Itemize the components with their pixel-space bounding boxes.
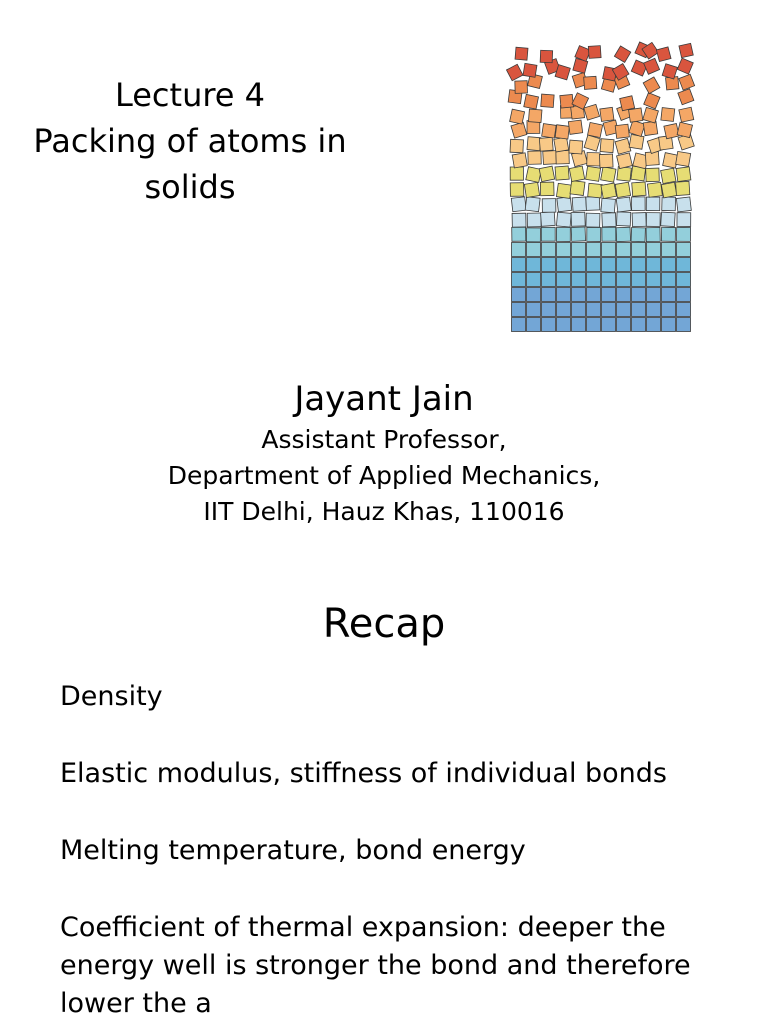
atom-square	[602, 318, 616, 332]
atom-square	[524, 182, 539, 197]
atom-square	[617, 273, 631, 287]
atom-square	[556, 212, 571, 227]
atom-square	[632, 213, 646, 227]
atom-square	[602, 303, 616, 317]
atom-square	[647, 303, 661, 317]
atom-square	[572, 273, 586, 287]
recap-item-thermal-line-2: energy well is stronger the bond and therefore	[60, 950, 691, 981]
atom-square	[557, 273, 571, 287]
atom-square	[661, 108, 675, 122]
atom-square	[632, 243, 646, 257]
atom-square	[557, 258, 571, 272]
atom-square	[527, 303, 541, 317]
atom-square	[644, 58, 660, 74]
atom-square	[512, 273, 526, 287]
atom-square	[527, 243, 541, 257]
atom-square	[602, 243, 616, 257]
atom-square	[569, 166, 584, 181]
atom-square	[629, 108, 643, 122]
atom-square	[569, 140, 583, 154]
atom-square	[528, 151, 541, 164]
atom-square	[662, 258, 676, 272]
atom-square	[647, 288, 661, 302]
atom-square	[515, 47, 528, 60]
atom-square	[557, 318, 571, 332]
atom-square	[586, 213, 600, 227]
atom-square	[601, 167, 616, 182]
author-name: Jayant Jain	[294, 379, 474, 419]
atom-square	[647, 318, 661, 332]
atom-square	[556, 183, 571, 198]
atom-square	[601, 198, 616, 213]
atom-square	[661, 227, 675, 241]
atom-square	[539, 137, 553, 151]
atom-square	[571, 212, 585, 226]
atom-square	[600, 139, 614, 153]
atom-square	[676, 181, 690, 195]
atom-square	[542, 273, 556, 287]
title-line-3: solids	[144, 168, 236, 206]
atom-square	[511, 197, 526, 212]
atom-square	[662, 243, 676, 257]
atom-square	[632, 273, 646, 287]
atom-square	[542, 124, 557, 139]
atom-square	[647, 258, 661, 272]
atom-square	[645, 152, 659, 166]
atom-square	[617, 212, 631, 226]
atom-square	[616, 227, 630, 241]
atom-square	[646, 168, 660, 182]
atom-square	[587, 258, 601, 272]
atom-square	[656, 47, 671, 62]
atom-square	[662, 318, 676, 332]
atom-square	[512, 243, 526, 257]
atom-square	[676, 151, 691, 166]
atom-square	[587, 303, 601, 317]
atom-square	[647, 273, 661, 287]
recap-item-thermal-line-1: Coefficient of thermal expansion: deeper the	[60, 912, 666, 943]
atom-square	[572, 258, 586, 272]
atom-square	[602, 288, 616, 302]
atom-square	[584, 104, 600, 120]
atom-square	[541, 227, 555, 241]
title-line-2: Packing of atoms in	[33, 122, 347, 160]
atom-square	[643, 107, 659, 123]
atom-square	[631, 227, 645, 241]
atom-square	[527, 318, 541, 332]
recap-heading: Recap	[322, 601, 446, 647]
atom-square	[677, 122, 692, 137]
atom-square	[554, 137, 569, 152]
atom-square	[677, 273, 691, 287]
atom-square	[512, 303, 526, 317]
author-position: Assistant Professor,	[261, 425, 507, 454]
atom-square	[584, 76, 597, 89]
atom-square	[602, 258, 616, 272]
atom-square	[542, 258, 556, 272]
atom-square	[663, 153, 679, 169]
atom-square	[527, 137, 541, 151]
atom-square	[526, 228, 540, 242]
atom-square	[510, 109, 525, 124]
atom-square	[632, 303, 646, 317]
atom-square	[617, 258, 631, 272]
atom-square	[677, 243, 691, 257]
atom-square	[679, 107, 694, 122]
atom-square	[539, 166, 555, 182]
atom-square	[588, 122, 603, 137]
atom-square	[555, 125, 569, 139]
atom-square	[542, 243, 556, 257]
atom-square	[588, 183, 603, 198]
atom-square	[540, 182, 554, 196]
atom-square	[646, 213, 660, 227]
atom-square	[616, 197, 631, 212]
atom-square	[572, 318, 586, 332]
atom-square	[506, 64, 522, 80]
atom-square	[542, 199, 556, 213]
atom-square	[632, 258, 646, 272]
atom-square	[662, 288, 676, 302]
atom-square	[602, 213, 616, 227]
atom-square	[542, 303, 556, 317]
atom-square	[542, 288, 556, 302]
atom-square	[644, 93, 660, 109]
atom-square	[601, 183, 617, 199]
atom-square	[510, 167, 523, 180]
atom-square	[632, 318, 646, 332]
atom-square	[602, 273, 616, 287]
atom-square	[600, 107, 614, 121]
title-line-1: Lecture 4	[114, 76, 266, 114]
atom-square	[662, 273, 676, 287]
atom-square	[528, 109, 542, 123]
atom-square	[632, 197, 646, 211]
atom-square	[676, 167, 691, 182]
atom-square	[556, 151, 569, 164]
atom-square	[677, 318, 691, 332]
atom-square	[661, 182, 677, 198]
atom-square	[511, 122, 527, 138]
atom-square	[524, 94, 539, 109]
atom-square	[512, 288, 526, 302]
atom-square	[662, 197, 676, 211]
atom-square	[661, 212, 676, 227]
atom-square	[510, 183, 524, 197]
atom-square	[560, 94, 574, 108]
atom-square	[527, 273, 541, 287]
atom-square	[572, 288, 586, 302]
lecture-title	[0, 72, 380, 210]
atom-packing-gradient-icon	[496, 18, 706, 336]
atom-square	[512, 318, 526, 332]
atom-square	[629, 120, 645, 136]
atom-square	[615, 124, 629, 138]
atom-square	[617, 288, 631, 302]
author-block	[0, 376, 768, 530]
atom-square	[557, 197, 572, 212]
atom-square	[512, 153, 527, 168]
atom-square	[643, 77, 660, 94]
recap-item-elastic-modulus: Elastic modulus, stiffness of individual bonds	[60, 758, 667, 789]
atom-square	[617, 167, 632, 182]
atom-square	[617, 318, 631, 332]
atom-square	[647, 243, 661, 257]
author-department: Department of Applied Mechanics,	[167, 461, 601, 490]
atom-square	[632, 182, 646, 196]
atom-square	[572, 303, 586, 317]
atom-square	[615, 182, 630, 197]
recap-item-density: Density	[60, 681, 163, 712]
atom-square	[602, 227, 616, 241]
atom-square	[512, 227, 526, 241]
atom-square	[525, 197, 540, 212]
atom-square	[599, 154, 613, 168]
atom-square	[527, 258, 541, 272]
atom-square	[540, 50, 553, 63]
atom-square	[661, 168, 676, 183]
recap-item-thermal-line-3: lower the a	[60, 988, 212, 1019]
atom-square	[632, 288, 646, 302]
atom-square	[555, 166, 569, 180]
atom-square	[677, 58, 693, 74]
atom-square	[512, 258, 526, 272]
atom-square	[679, 74, 695, 90]
atom-square	[677, 213, 691, 227]
atom-square	[617, 153, 633, 169]
atom-square	[572, 243, 586, 257]
atom-square	[557, 303, 571, 317]
atom-square	[662, 303, 676, 317]
atom-square	[587, 288, 601, 302]
atom-square	[523, 63, 537, 77]
atom-square	[542, 318, 556, 332]
recap-item-melting-temperature: Melting temperature, bond energy	[60, 835, 526, 866]
atom-square	[676, 197, 691, 212]
atom-square	[543, 151, 557, 165]
author-institute: IIT Delhi, Hauz Khas, 110016	[203, 497, 565, 526]
atom-square	[510, 139, 523, 152]
atom-square	[586, 196, 600, 210]
atom-square	[527, 288, 541, 302]
atom-square	[515, 81, 528, 94]
atom-square	[620, 96, 635, 111]
atom-square	[512, 213, 526, 227]
atom-square	[677, 227, 691, 241]
atom-square	[587, 318, 601, 332]
atom-square	[677, 288, 691, 302]
atom-square	[617, 303, 631, 317]
atom-square	[586, 166, 601, 181]
atom-square	[587, 227, 601, 241]
atom-square	[588, 46, 601, 59]
atom-square	[678, 89, 694, 105]
atom-square	[643, 121, 657, 135]
atom-square	[571, 227, 585, 241]
atom-square	[556, 227, 570, 241]
atom-square	[570, 181, 585, 196]
atom-square	[572, 197, 586, 211]
atom-square	[677, 258, 691, 272]
atom-square	[617, 243, 631, 257]
atom-square	[541, 94, 554, 107]
atom-square	[629, 134, 644, 149]
atom-square	[677, 303, 691, 317]
recap-list	[60, 678, 760, 1023]
atom-square	[664, 123, 679, 138]
atom-square	[615, 138, 631, 154]
atom-square	[541, 212, 556, 227]
atom-square	[614, 46, 630, 62]
atom-square	[647, 182, 662, 197]
atom-square	[646, 197, 660, 211]
atom-square	[557, 243, 571, 257]
atom-square	[587, 153, 600, 166]
atom-square	[587, 243, 601, 257]
atom-square	[679, 43, 693, 57]
atom-square	[527, 213, 541, 227]
atom-square	[646, 227, 660, 241]
recap-item-thermal-expansion	[60, 909, 760, 1023]
atom-square	[557, 288, 571, 302]
atom-square	[587, 273, 601, 287]
atom-square	[568, 120, 582, 134]
